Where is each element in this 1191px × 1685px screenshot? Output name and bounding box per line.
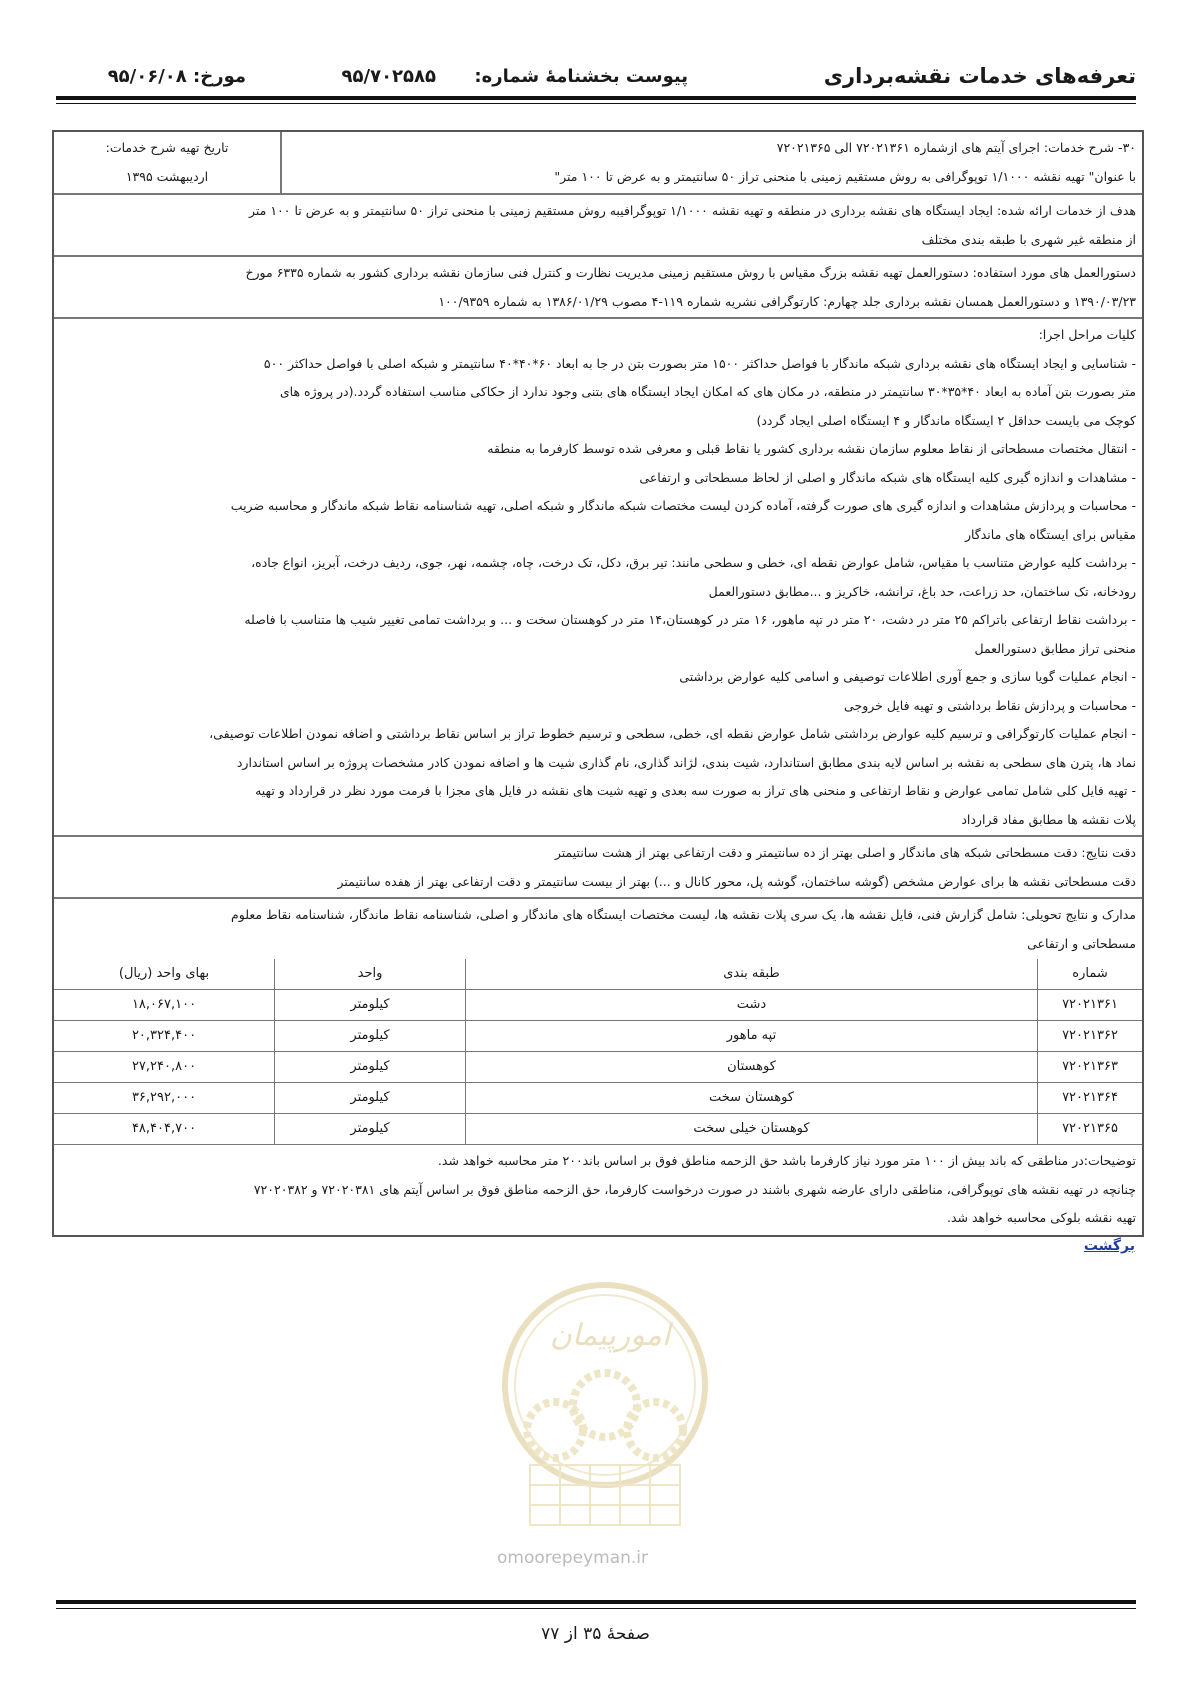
document-title: تعرفه‌های خدمات نقشه‌برداری xyxy=(823,64,1136,88)
step-line: کوچک می بایست حداقل ۲ ایستگاه ماندگار و ۴ ایستگاه اصلی ایجاد گردد) xyxy=(756,412,1136,428)
item-number: ۷۲۰۲۱۳۶۲ xyxy=(1038,1021,1143,1052)
header-unit-price: بهای واحد (ریال) xyxy=(54,959,275,990)
table-row xyxy=(54,990,1142,1021)
item-unit: کیلومتر xyxy=(275,990,466,1021)
deliverables-line: مدارک و نتایج تحویلی: شامل گزارش فنی، فایل نقشه ها، یک سری پلات نقشه ها، لیست مختصات ایستگاه های ماندگار و اصلی، شناسنامه نقاط ماندگار، شناسنامه نقاط معلوم xyxy=(231,907,1136,922)
item-classification: تپه ماهور xyxy=(466,1021,1038,1052)
step-line: - مشاهدات و اندازه گیری کلیه ایستگاه های شبکه ماندگار و اصلی از لحاظ مسطحاتی و ارتفاعی xyxy=(639,469,1136,485)
item-unit: کیلومتر xyxy=(275,1083,466,1114)
service-date-value: اردیبهشت ۱۳۹۵ xyxy=(125,168,209,184)
item-classification: کوهستان xyxy=(466,1052,1038,1083)
circular-date: مورخ: ۹۵/۰۶/۰۸ xyxy=(107,66,246,87)
item-number: ۷۲۰۲۱۳۶۳ xyxy=(1038,1052,1143,1083)
step-line: - انجام عملیات کارتوگرافی و ترسیم کلیه عوارض برداشتی شامل عوارض نقطه ای، خطی، سطحی و ترسیم خطوط تراز بر اساس نقاط برداشتی و اضافه نمودن اطلاعات توصیفی، xyxy=(209,726,1136,741)
page-header xyxy=(56,60,1136,100)
table-row xyxy=(54,1052,1142,1083)
step-line: - تهیه فایل کلی شامل تمامی عوارض و نقاط ارتفاعی و منحنی های تراز به صورت سه بعدی و تهیه شیت های نقشه در فایل های مجزا با فرمت مورد نظر در قرارداد و تهیه xyxy=(255,783,1136,798)
item-unit: کیلومتر xyxy=(275,1114,466,1145)
notes-section xyxy=(54,1145,1142,1235)
service-title-row xyxy=(54,132,1142,195)
step-line: مقیاس برای ایستگاه های ماندگار xyxy=(964,526,1136,542)
accuracy-line: دقت مسطحاتی نقشه ها برای عوارض مشخص (گوشه ساختمان، گوشه پل، محور کانال و ...) بهتر از بیست سانتیمتر و دقت ارتفاعی بهتر از هفده سانتیمتر xyxy=(337,873,1136,889)
footer-rule-thick xyxy=(56,1600,1136,1604)
attachment-label: پیوست بخشنامۀ شماره: xyxy=(474,66,688,87)
item-classification: دشت xyxy=(466,990,1038,1021)
price-table xyxy=(54,959,1142,1145)
item-price: ۴۸,۴۰۴,۷۰۰ xyxy=(54,1114,275,1145)
service-desc-line: ۳۰- شرح خدمات: اجرای آیتم های ازشماره ۷۲۰۲۱۳۶۱ الی ۷۲۰۲۱۳۶۵ xyxy=(776,140,1136,155)
step-line: - شناسایی و ایجاد ایستگاه های نقشه برداری شبکه ماندگار با فواصل حداکثر ۱۵۰۰ متر بصورت بتن در جا به ابعاد ۶۰*۴۰*۴۰ سانتیمتر و شبکه اصلی با فواصل حداکثر ۵۰۰ xyxy=(263,355,1136,371)
step-line: - برداشت نقاط ارتفاعی باتراکم ۲۵ متر در دشت، ۲۰ متر در تپه ماهور، ۱۶ متر در کوهستان،۱۴ متر در کوهستان سخت و ... و برداشت تمامی تغییر شیب ها متناسب با فاصله xyxy=(244,612,1136,627)
item-price: ۲۷,۲۴۰,۸۰۰ xyxy=(54,1052,275,1083)
item-classification: کوهستان خیلی سخت xyxy=(466,1114,1038,1145)
price-table-header xyxy=(54,959,1142,990)
header-rule-thick xyxy=(56,96,1136,100)
goal-line: از منطقه غیر شهری با طبقه بندی مختلف xyxy=(921,231,1136,247)
item-number: ۷۲۰۲۱۳۶۵ xyxy=(1038,1114,1143,1145)
step-line: متر بصورت بتن آماده به ابعاد ۴۰*۳۵*۳۰ سانتیمتر در منطقه، در مکان های که امکان ایجاد ایستگاه های بتنی وجود ندارد از حکاکی مناسب استفاده گردد.(در پروژه های xyxy=(279,384,1136,399)
instructions-line: ۱۳۹۰/۰۳/۲۳ و دستورالعمل همسان نقشه برداری جلد چهارم: کارتوگرافی نشریه شماره ۱۱۹-۴ مصوب ۱۳۸۶/۰۱/۲۹ به شماره ۱۰۰/۹۳۵۹ xyxy=(438,293,1136,309)
item-unit: کیلومتر xyxy=(275,1052,466,1083)
service-description xyxy=(280,132,1142,193)
steps-section xyxy=(54,319,1142,837)
notes-line: چنانچه در تهیه نقشه های توپوگرافی، مناطقی دارای عارضه شهری باشند در صورت درخواست کارفرما، حق الزحمه مناطق فوق بر اساس آیتم های ۷۲۰۲۰۳۸۱ و ۷۲۰۲۰۳۸۲ xyxy=(253,1181,1136,1197)
goal-line: هدف از خدمات ارائه شده: ایجاد ایستگاه های نقشه برداری در منطقه و تهیه نقشه ۱/۱۰۰۰ توپوگرافیبه روش مستقیم زمینی با منحنی تراز ۵۰ سانتیمتر و به عرض تا ۱۰۰ متر xyxy=(248,203,1136,218)
goal-section xyxy=(54,195,1142,257)
accuracy-section xyxy=(54,837,1142,899)
steps-title: کلیات مراحل اجرا: xyxy=(1038,327,1136,342)
deliverables-line: مسطحاتی و ارتفاعی xyxy=(1027,935,1136,951)
item-number: ۷۲۰۲۱۳۶۱ xyxy=(1038,990,1143,1021)
service-date-title: تاریخ تهیه شرح خدمات: xyxy=(105,140,229,155)
table-row xyxy=(54,1021,1142,1052)
step-line: - محاسبات و پردازش نقاط برداشتی و تهیه فایل خروجی xyxy=(844,697,1136,713)
instructions-section xyxy=(54,257,1142,319)
item-price: ۱۸,۰۶۷,۱۰۰ xyxy=(54,990,275,1021)
notes-line: تهیه نقشه بلوکی محاسبه خواهد شد. xyxy=(946,1210,1136,1225)
notes-line: توضیحات:در مناطقی که باند بیش از ۱۰۰ متر مورد نیاز کارفرما باشد حق الزحمه مناطق فوق بر اساس باند۲۰۰ متر محاسبه خواهد شد. xyxy=(437,1153,1136,1168)
footer-rule-thin xyxy=(56,1608,1136,1609)
instructions-line: دستورالعمل های مورد استفاده: دستورالعمل تهیه نقشه بزرگ مقیاس با روش مستقیم زمینی مدیریت نظارت و کنترل فنی سازمان نقشه برداری کشور به شماره ۶۳۳۵ مورخ xyxy=(245,265,1136,280)
step-line: پلات نقشه ها مطابق مفاد قرارداد xyxy=(961,811,1136,827)
step-line: نماد ها، پترن های سطحی به نقشه بر اساس لایه بندی مطابق استاندارد، شیت بندی، لژاند گذاری، نام گذاری شیت ها و اضافه نمودن کادر مشخصات پروژه بر اساس استاندارد xyxy=(236,754,1136,770)
circular-number: ۹۵/۷۰۲۵۸۵ xyxy=(341,66,436,87)
table-row xyxy=(54,1114,1142,1145)
step-line: منحنی تراز مطابق دستورالعمل xyxy=(974,640,1136,656)
header-classification: طبقه بندی xyxy=(466,959,1038,990)
service-desc-line: با عنوان" تهیه نقشه ۱/۱۰۰۰ توپوگرافی به روش مستقیم زمینی با منحنی تراز ۵۰ سانتیمتر و به عرض تا ۱۰۰ متر" xyxy=(554,168,1136,184)
header-number: شماره xyxy=(1038,959,1143,990)
deliverables-section xyxy=(54,899,1142,959)
watermark-logo xyxy=(490,1265,720,1545)
service-description-box xyxy=(52,130,1144,1237)
table-row xyxy=(54,1083,1142,1114)
watermark-url: omoorepeyman.ir xyxy=(497,1548,649,1568)
item-number: ۷۲۰۲۱۳۶۴ xyxy=(1038,1083,1143,1114)
service-date-cell xyxy=(54,132,280,193)
back-link[interactable]: برگشت xyxy=(1083,1238,1135,1254)
step-line: رودخانه، تک ساختمان، حد زراعت، حد باغ، ترانشه، خاکریز و ...مطابق دستورالعمل xyxy=(708,583,1136,599)
step-line: - انتقال مختصات مسطحاتی از نقاط معلوم سازمان نقشه برداری کشور یا نقاط قبلی و معرفی شده توسط کارفرما به منطقه xyxy=(487,441,1136,456)
item-unit: کیلومتر xyxy=(275,1021,466,1052)
step-line: - محاسبات و پردازش مشاهدات و اندازه گیری های صورت گرفته، آماده کردن لیست مختصات شبکه ماندگار و شبکه اصلی، تهیه شناسنامه نقاط شبکه ماندگار و محاسبه ضریب xyxy=(230,498,1136,513)
item-price: ۲۰,۳۲۴,۴۰۰ xyxy=(54,1021,275,1052)
header-unit: واحد xyxy=(275,959,466,990)
page-number: صفحۀ ۳۵ از ۷۷ xyxy=(541,1624,650,1644)
svg-text:امورپیمان: امورپیمان xyxy=(549,1318,671,1353)
step-line: - انجام عملیات گویا سازی و جمع آوری اطلاعات توصیفی و اسامی کلیه عوارض برداشتی xyxy=(679,669,1136,684)
accuracy-line: دقت نتایج: دقت مسطحاتی شبکه های ماندگار و اصلی بهتر از ده سانتیمتر و دقت ارتفاعی بهتر از هشت سانتیمتر xyxy=(554,845,1136,860)
header-rule-thin xyxy=(56,103,1136,104)
step-line: - برداشت کلیه عوارض متناسب با مقیاس، شامل عوارض نقطه ای، خطی و سطحی مانند: تیر برق، دکل، تک درخت، چاه، چشمه، نهر، جوی، ردیف درخت، آبریز، انواع جاده، xyxy=(251,555,1136,570)
item-price: ۳۶,۲۹۲,۰۰۰ xyxy=(54,1083,275,1114)
item-classification: کوهستان سخت xyxy=(466,1083,1038,1114)
